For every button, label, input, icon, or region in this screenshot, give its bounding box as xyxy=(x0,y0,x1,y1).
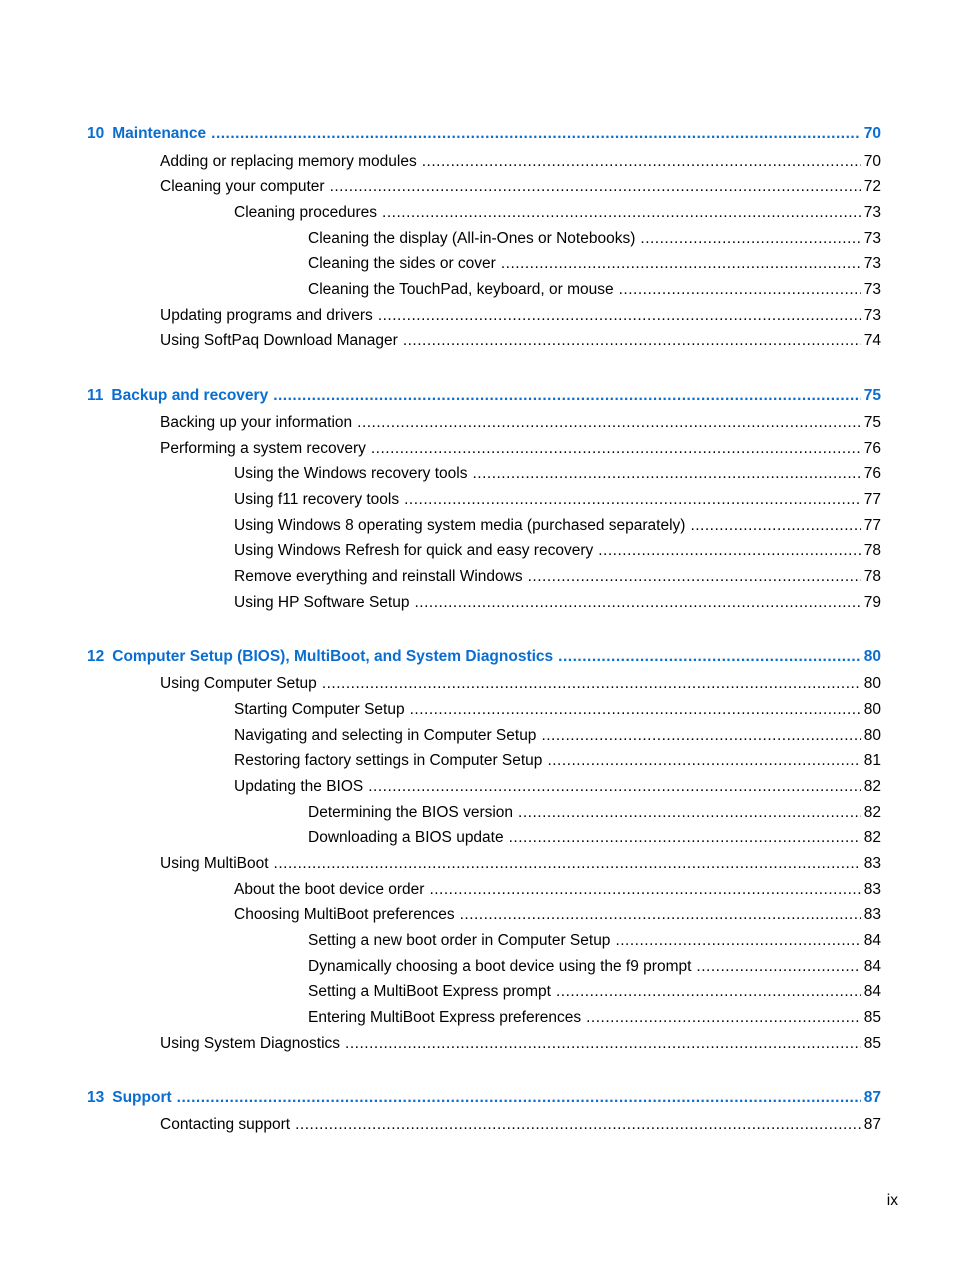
dot-leader xyxy=(619,279,861,301)
dot-leader xyxy=(615,930,860,952)
dot-leader xyxy=(509,827,861,849)
toc-entry-title: Backing up your information xyxy=(160,414,353,431)
dot-leader xyxy=(378,305,861,327)
toc-entry-page: 78 xyxy=(863,542,881,559)
toc-entry[interactable] xyxy=(160,673,881,695)
toc-entry-page: 76 xyxy=(863,465,881,482)
toc-entry-title: Starting Computer Setup xyxy=(234,701,405,718)
toc-entry-page: 84 xyxy=(863,983,881,1000)
toc-entry-title: Downloading a BIOS update xyxy=(308,829,504,846)
dot-leader xyxy=(690,515,860,537)
dot-leader xyxy=(404,489,861,511)
toc-entry-title: Navigating and selecting in Computer Setup xyxy=(234,727,537,744)
toc-chapter-entry[interactable] xyxy=(87,646,881,668)
toc-entry-page: 80 xyxy=(863,648,881,665)
toc-entry[interactable] xyxy=(308,1007,881,1029)
dot-leader xyxy=(410,699,861,721)
toc-entry[interactable] xyxy=(160,176,881,198)
toc-entry-title: About the boot device order xyxy=(234,881,425,898)
toc-entry-page: 84 xyxy=(863,958,881,975)
toc-entry-title: Using Windows 8 operating system media (purchased separately) xyxy=(234,517,686,534)
chapter-number: 10 xyxy=(87,125,105,142)
toc-entry-page: 73 xyxy=(863,281,881,298)
dot-leader xyxy=(357,412,861,434)
toc-entry-page: 85 xyxy=(863,1009,881,1026)
dot-leader xyxy=(598,540,861,562)
toc-entry-title: Updating programs and drivers xyxy=(160,307,373,324)
dot-leader xyxy=(414,592,860,614)
toc-entry-page: 82 xyxy=(863,778,881,795)
dot-leader xyxy=(368,776,861,798)
toc-entry[interactable] xyxy=(234,463,881,485)
toc-entry-page: 85 xyxy=(863,1035,881,1052)
toc-entry[interactable] xyxy=(160,305,881,327)
toc-entry[interactable] xyxy=(234,515,881,537)
toc-entry-page: 70 xyxy=(863,125,881,142)
dot-leader xyxy=(274,853,861,875)
dot-leader xyxy=(640,228,860,250)
dot-leader xyxy=(541,725,860,747)
toc-entry-title: Support xyxy=(112,1089,172,1106)
toc-entry-title: Using Windows Refresh for quick and easy recovery xyxy=(234,542,594,559)
toc-entry[interactable] xyxy=(234,489,881,511)
toc-entry-page: 80 xyxy=(863,701,881,718)
toc-entry[interactable] xyxy=(234,879,881,901)
toc-entry[interactable] xyxy=(234,540,881,562)
toc-entry-title: Setting a new boot order in Computer Setup xyxy=(308,932,611,949)
toc-entry-title: Choosing MultiBoot preferences xyxy=(234,906,455,923)
toc-entry[interactable] xyxy=(234,776,881,798)
toc-entry-title: Dynamically choosing a boot device using the f9 prompt xyxy=(308,958,692,975)
toc-entry[interactable] xyxy=(234,202,881,224)
toc-chapter-entry[interactable] xyxy=(87,123,881,145)
toc-entry-title: Contacting support xyxy=(160,1116,291,1133)
toc-entry-title: Maintenance xyxy=(112,125,207,142)
toc-entry[interactable] xyxy=(234,592,881,614)
toc-entry[interactable] xyxy=(308,981,881,1003)
toc-entry[interactable] xyxy=(308,930,881,952)
toc-entry-title: Using MultiBoot xyxy=(160,855,269,872)
toc-entry-title: Using f11 recovery tools xyxy=(234,491,400,508)
toc-entry[interactable] xyxy=(234,904,881,926)
toc-entry-page: 82 xyxy=(863,829,881,846)
toc-entry[interactable] xyxy=(160,1033,881,1055)
toc-entry-page: 74 xyxy=(863,332,881,349)
toc-entry-page: 73 xyxy=(863,255,881,272)
toc-entry-page: 77 xyxy=(863,517,881,534)
toc-entry-page: 80 xyxy=(863,727,881,744)
dot-leader xyxy=(696,956,860,978)
toc-entry-page: 73 xyxy=(863,204,881,221)
dot-leader xyxy=(330,176,861,198)
toc-entry-page: 77 xyxy=(863,491,881,508)
toc-entry[interactable] xyxy=(160,1114,881,1136)
toc-entry[interactable] xyxy=(234,750,881,772)
toc-entry[interactable] xyxy=(308,802,881,824)
toc-entry-title: Setting a MultiBoot Express prompt xyxy=(308,983,551,1000)
toc-entry-page: 73 xyxy=(863,307,881,324)
toc-entry[interactable] xyxy=(160,438,881,460)
toc-entry[interactable] xyxy=(160,853,881,875)
toc-entry[interactable] xyxy=(234,725,881,747)
toc-entry-title: Cleaning the TouchPad, keyboard, or mouse xyxy=(308,281,614,298)
toc-entry-title: Updating the BIOS xyxy=(234,778,364,795)
toc-entry-page: 70 xyxy=(863,153,881,170)
dot-leader xyxy=(322,673,861,695)
dot-leader xyxy=(382,202,861,224)
toc-entry-page: 78 xyxy=(863,568,881,585)
toc-entry-page: 81 xyxy=(863,752,881,769)
toc-entry[interactable] xyxy=(308,228,881,250)
toc-entry-title: Cleaning the sides or cover xyxy=(308,255,496,272)
toc-entry-title: Remove everything and reinstall Windows xyxy=(234,568,523,585)
dot-leader xyxy=(211,123,861,145)
dot-leader xyxy=(501,253,861,275)
toc-entry-page: 75 xyxy=(863,387,881,404)
dot-leader xyxy=(403,330,861,352)
dot-leader xyxy=(295,1114,861,1136)
toc-entry[interactable] xyxy=(308,956,881,978)
toc-entry-title: Using HP Software Setup xyxy=(234,594,410,611)
toc-entry-page: 80 xyxy=(863,675,881,692)
toc-entry-title: Backup and recovery xyxy=(111,387,269,404)
toc-entry-page: 84 xyxy=(863,932,881,949)
dot-leader xyxy=(556,981,861,1003)
toc-entry[interactable] xyxy=(308,827,881,849)
toc-entry[interactable] xyxy=(160,330,881,352)
toc-entry-title: Performing a system recovery xyxy=(160,440,366,457)
dot-leader xyxy=(273,385,861,407)
chapter-number: 13 xyxy=(87,1089,105,1106)
toc-entry-title: Cleaning your computer xyxy=(160,178,325,195)
toc-entry-page: 87 xyxy=(863,1089,881,1106)
toc-entry-title: Entering MultiBoot Express preferences xyxy=(308,1009,582,1026)
toc-chapter-entry[interactable] xyxy=(87,1087,881,1109)
toc-entry-page: 79 xyxy=(863,594,881,611)
dot-leader xyxy=(460,904,861,926)
page-number: ix xyxy=(886,1192,898,1209)
dot-leader xyxy=(422,151,861,173)
dot-leader xyxy=(528,566,861,588)
toc-chapter-entry[interactable] xyxy=(87,385,881,407)
toc-entry-page: 83 xyxy=(863,855,881,872)
dot-leader xyxy=(518,802,861,824)
toc-entry-title: Computer Setup (BIOS), MultiBoot, and System Diagnostics xyxy=(112,648,554,665)
toc-entry-page: 76 xyxy=(863,440,881,457)
toc-entry[interactable] xyxy=(308,253,881,275)
dot-leader xyxy=(177,1087,861,1109)
toc-entry-page: 83 xyxy=(863,881,881,898)
chapter-number: 12 xyxy=(87,648,105,665)
toc-entry-title: Adding or replacing memory modules xyxy=(160,153,417,170)
dot-leader xyxy=(547,750,860,772)
dot-leader xyxy=(345,1033,861,1055)
dot-leader xyxy=(558,646,861,668)
dot-leader xyxy=(371,438,861,460)
toc-entry[interactable] xyxy=(308,279,881,301)
toc-entry[interactable] xyxy=(234,699,881,721)
toc-entry-page: 72 xyxy=(863,178,881,195)
dot-leader xyxy=(586,1007,861,1029)
toc-entry-page: 73 xyxy=(863,230,881,247)
dot-leader xyxy=(429,879,860,901)
chapter-number: 11 xyxy=(87,387,104,404)
toc-entry[interactable] xyxy=(160,412,881,434)
toc-entry[interactable] xyxy=(234,566,881,588)
toc-entry-title: Restoring factory settings in Computer Setup xyxy=(234,752,543,769)
toc-entry[interactable] xyxy=(160,151,881,173)
toc-entry-title: Using SoftPaq Download Manager xyxy=(160,332,398,349)
toc-entry-title: Using the Windows recovery tools xyxy=(234,465,468,482)
dot-leader xyxy=(472,463,860,485)
toc-entry-title: Using Computer Setup xyxy=(160,675,317,692)
toc-entry-title: Cleaning procedures xyxy=(234,204,378,221)
toc-entry-page: 87 xyxy=(863,1116,881,1133)
toc-entry-title: Using System Diagnostics xyxy=(160,1035,341,1052)
toc-entry-page: 83 xyxy=(863,906,881,923)
toc-entry-title: Cleaning the display (All-in-Ones or Notebooks) xyxy=(308,230,636,247)
toc-entry-title: Determining the BIOS version xyxy=(308,804,514,821)
toc-entry-page: 75 xyxy=(863,414,881,431)
toc-entry-page: 82 xyxy=(863,804,881,821)
